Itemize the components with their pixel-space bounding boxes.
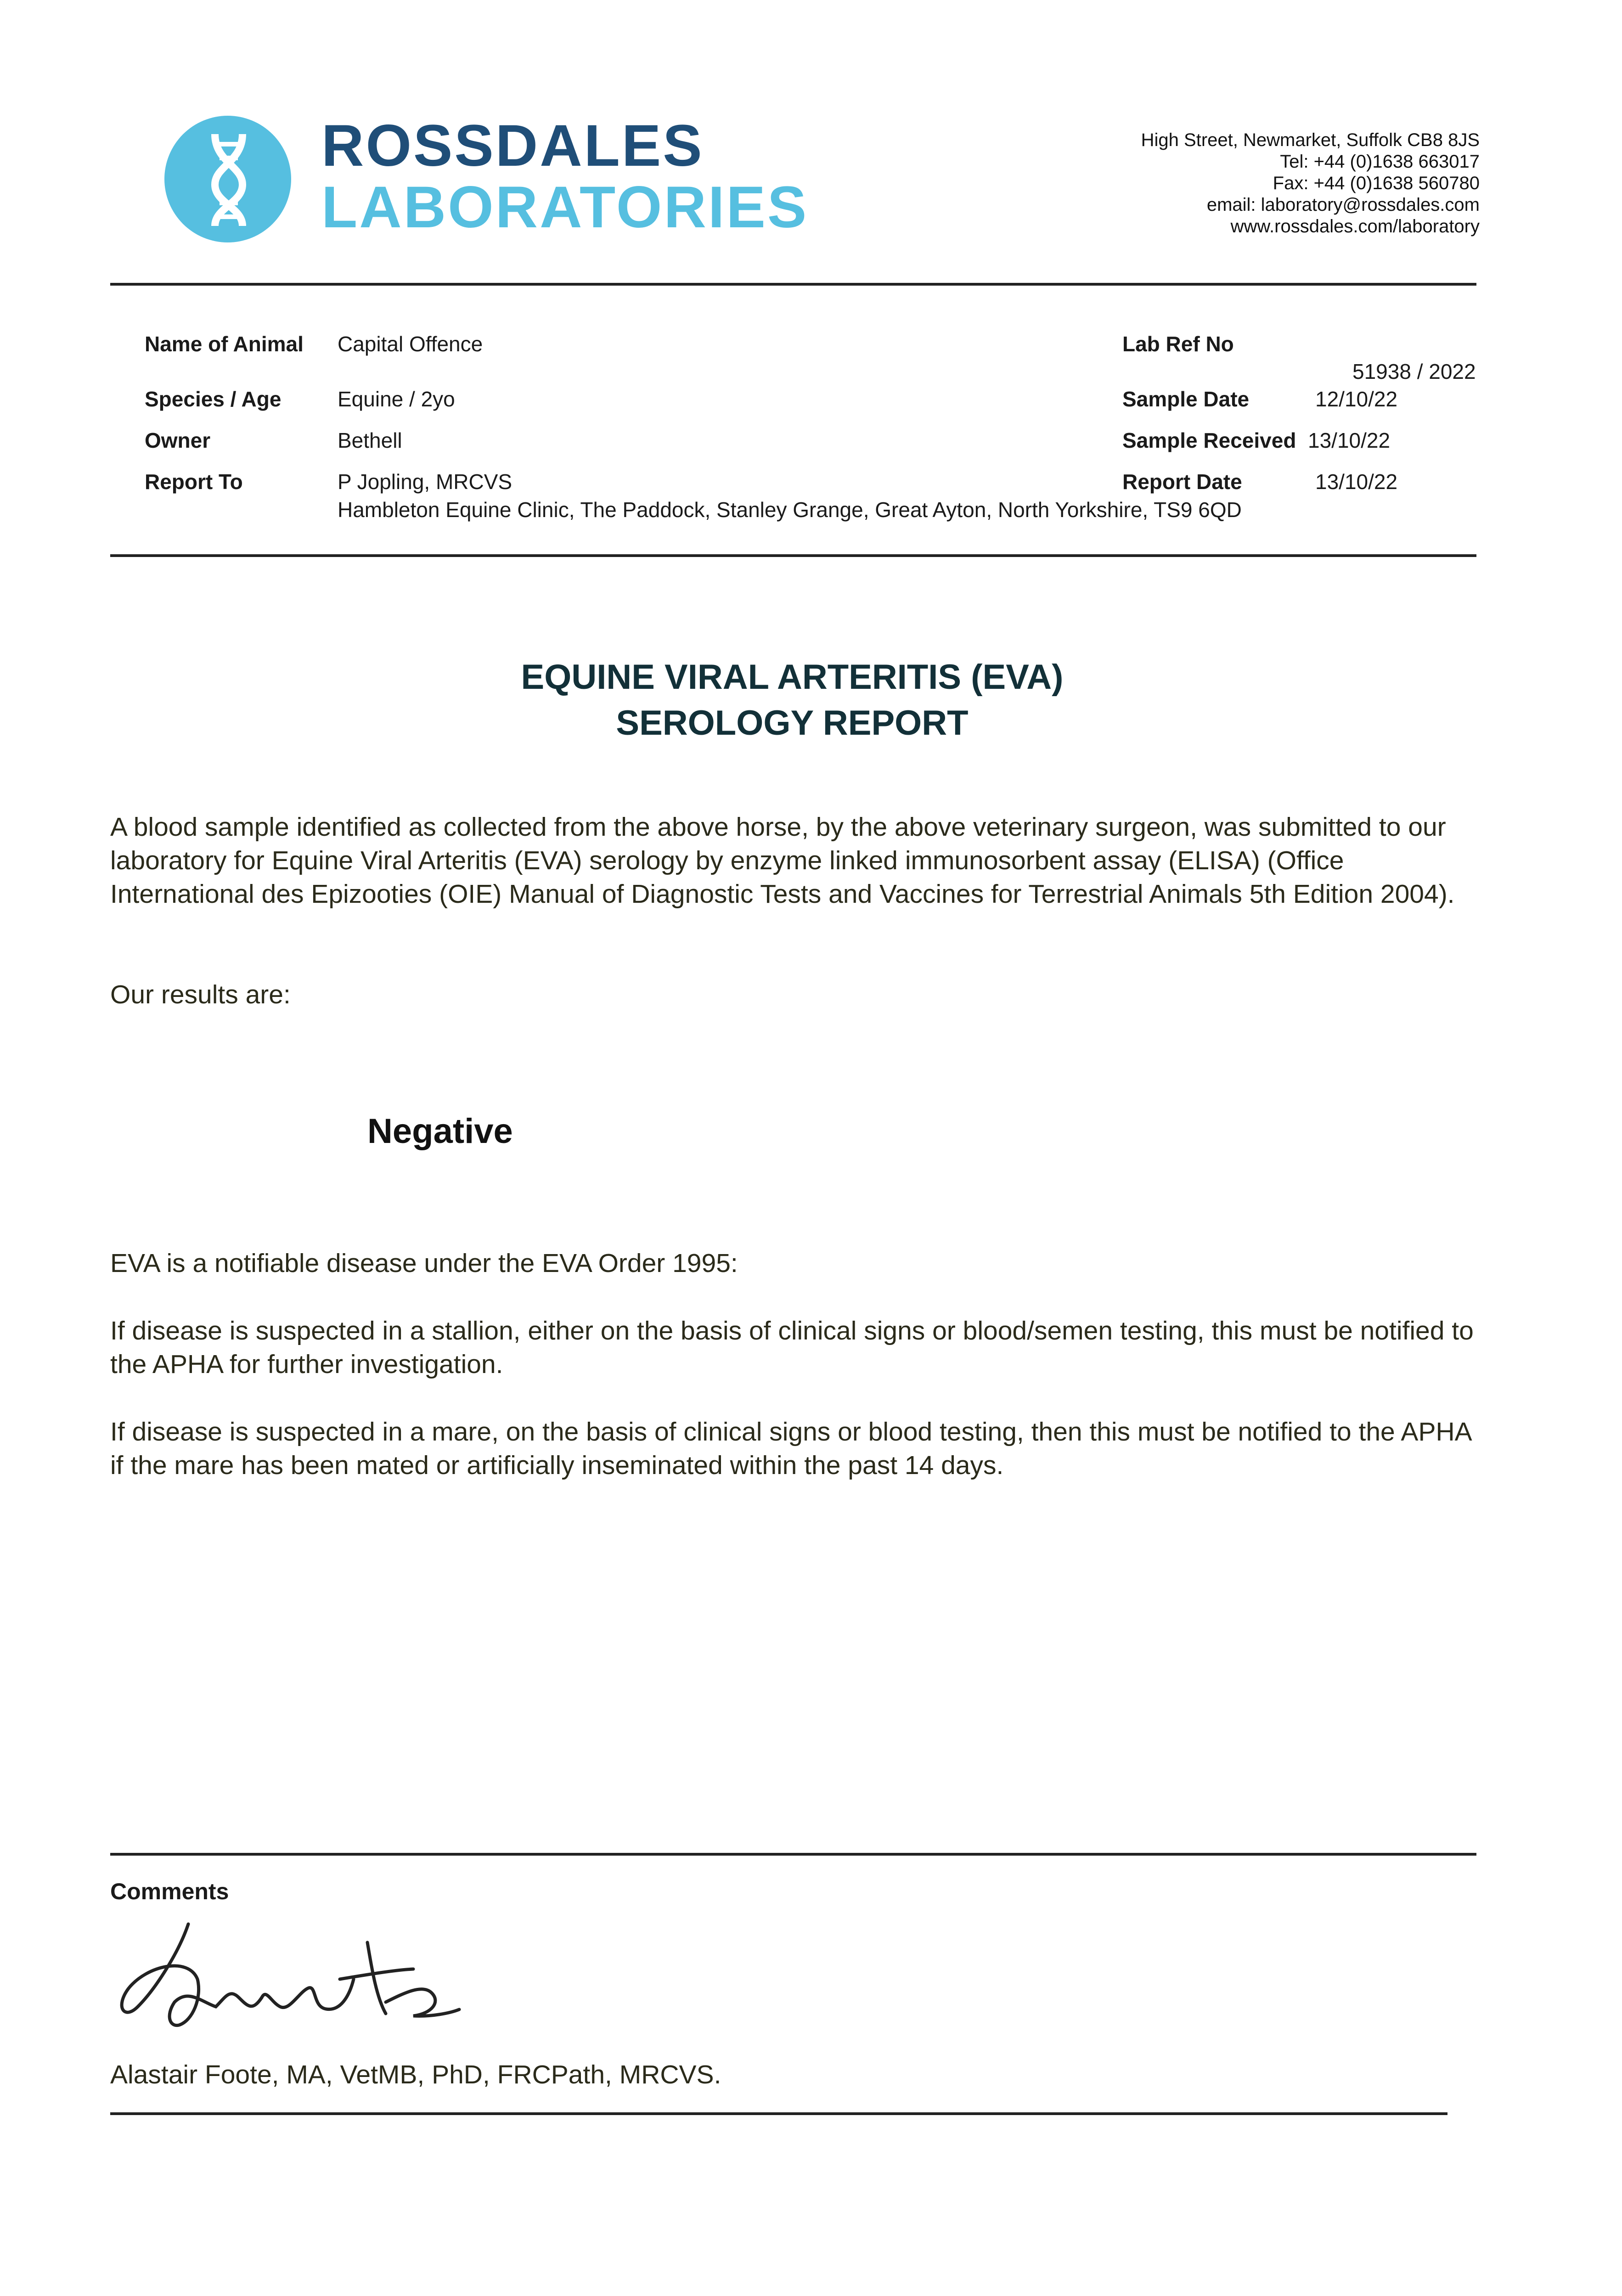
address-website[interactable]: www.rossdales.com/laboratory [1230, 216, 1480, 236]
results-intro: Our results are: [110, 980, 291, 1009]
report-date-value: 13/10/22 [1315, 470, 1398, 494]
owner-label: Owner [145, 428, 211, 452]
mare-note: If disease is suspected in a mare, on the basis of clinical signs or blood testing, then this must be notified to the APHA if the mare has been mated or artificially inseminated within the past 14 days. [110, 1417, 1471, 1480]
result-value: Negative [367, 1112, 513, 1151]
address-email[interactable]: email: laboratory@rossdales.com [1206, 195, 1480, 215]
details-divider [110, 554, 1476, 557]
report-to-address: Hambleton Equine Clinic, The Paddock, Stanley Grange, Great Ayton, North Yorkshire, TS9 6QD [338, 498, 1242, 522]
signature [110, 1915, 468, 2039]
comments-label: Comments [110, 1879, 229, 1904]
header-divider [110, 283, 1476, 286]
sample-date-label: Sample Date [1122, 387, 1250, 411]
notifiable-statement: EVA is a notifiable disease under the EVA Order 1995: [110, 1249, 738, 1278]
stallion-note: If disease is suspected in a stallion, either on the basis of clinical signs or blood/semen testing, this must be notified to the APHA for further investigation. [110, 1316, 1474, 1379]
lab-ref-value: 51938 / 2022 [1352, 360, 1476, 383]
name-of-animal-label: Name of Animal [145, 332, 304, 356]
address-street: High Street, Newmarket, Suffolk CB8 8JS [1141, 130, 1480, 150]
intro-paragraph: A blood sample identified as collected from the above horse, by the above veterinary surgeon, was submitted to our laboratory for Equine Viral Arteritis (EVA) serology by enzyme linked immunosorbent assay (ELISA) (Office International des Epizooties (OIE) Manual of Diagnostic Tests and Vaccines for Terrestrial Animals 5th Edition 2004). [110, 812, 1455, 909]
footer-divider [110, 1853, 1476, 1856]
address-fax: Fax: +44 (0)1638 560780 [1273, 173, 1480, 193]
logo-wordmark-line1: ROSSDALES [321, 113, 704, 179]
address-tel: Tel: +44 (0)1638 663017 [1280, 152, 1480, 172]
bottom-divider [110, 2112, 1447, 2115]
lab-address [1141, 129, 1480, 237]
sample-received-value: 13/10/22 [1308, 428, 1391, 452]
report-title: EQUINE VIRAL ARTERITIS (EVA) [521, 658, 1064, 697]
species-age-label: Species / Age [145, 387, 282, 411]
species-age-value: Equine / 2yo [338, 387, 455, 411]
owner-value: Bethell [338, 428, 402, 452]
lab-ref-label: Lab Ref No [1122, 332, 1234, 356]
logo-wordmark-line2: LABORATORIES [321, 174, 809, 240]
report-subtitle: SEROLOGY REPORT [616, 703, 969, 743]
logo-circle [164, 116, 291, 242]
report-date-label: Report Date [1122, 470, 1242, 494]
dna-icon [164, 116, 291, 242]
report-to-label: Report To [145, 470, 243, 494]
report-to-value: P Jopling, MRCVS [338, 470, 513, 494]
signer-name: Alastair Foote, MA, VetMB, PhD, FRCPath, MRCVS. [110, 2060, 721, 2089]
name-of-animal-value: Capital Offence [338, 332, 483, 356]
sample-received-label: Sample Received [1122, 428, 1296, 452]
sample-date-value: 12/10/22 [1315, 387, 1398, 411]
